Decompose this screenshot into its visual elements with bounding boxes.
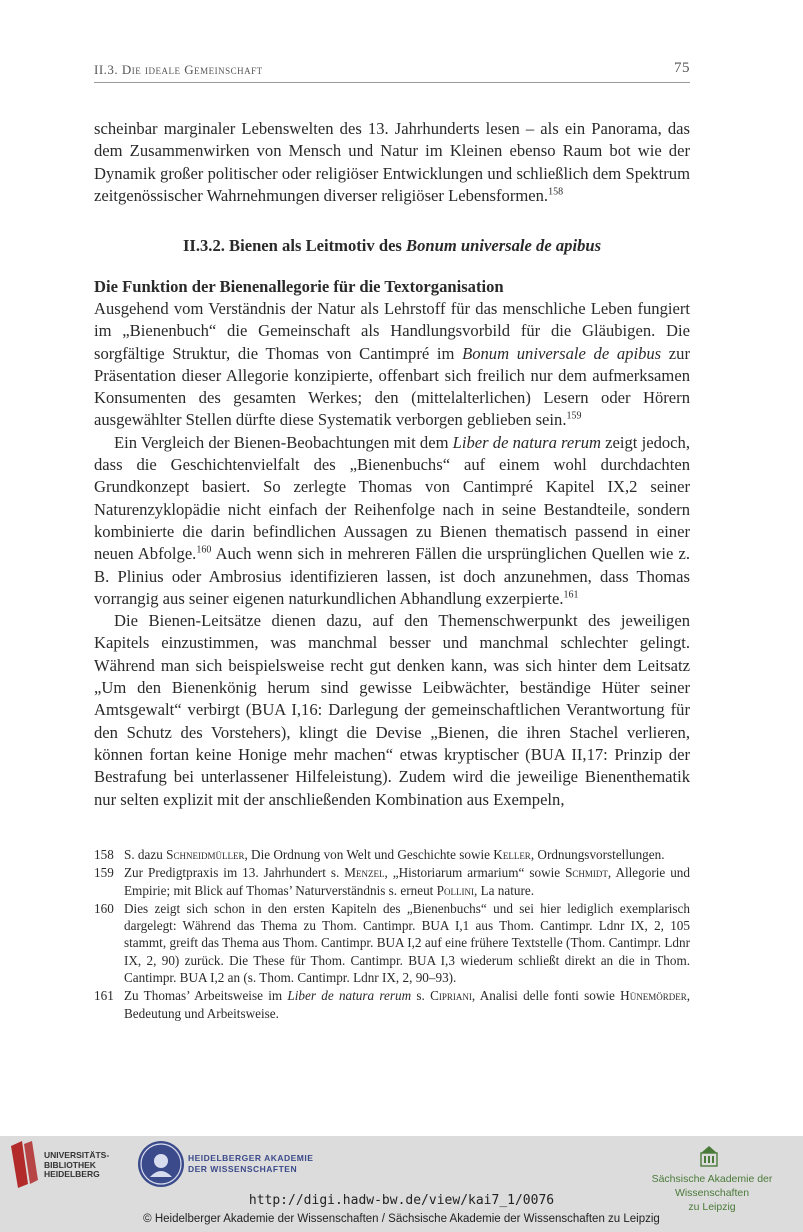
ub-line-1: UNIVERSITÄTS- (44, 1150, 110, 1160)
page-number: 75 (674, 60, 690, 76)
fn-part: S. dazu (124, 847, 167, 862)
running-head (94, 62, 690, 83)
footnote-ref-161[interactable]: 161 (563, 589, 579, 601)
work-title: Liber de natura rerum (287, 988, 412, 1004)
paragraph-1 (94, 118, 690, 207)
work-title: Liber de natura rerum (452, 432, 601, 452)
author-name: Menzel (344, 865, 385, 881)
paragraph-2-text-b: zur Präsentation dieser Allegorie konzipierte, offenbart sich freilich nur dem aufmerksamen Konsumenten des gesamten Werkes; den (mittelalterlichen) Lesern oder Hörern ausgewählter Stellen dürfte diese Systematik verborgen geblieben sein. (94, 343, 690, 430)
saxon-academy-building-icon[interactable] (700, 1145, 718, 1167)
footnote-number: 158 (94, 847, 114, 862)
footnote-159 (94, 864, 690, 899)
author-name: Pollini (436, 882, 474, 898)
author-name: Cipriani (430, 988, 472, 1004)
haw-line-1: HEIDELBERGER AKADEMIE (188, 1153, 314, 1163)
academy-seal-icon[interactable] (138, 1141, 184, 1187)
paragraph-1-text: scheinbar marginaler Lebenswelten des 13. Jahrhunderts lesen – als ein Panorama, das dem Zusammenwirken von Mensch und Natur im Kleinen ebenso Raum bot wie der Dynamik großer politischer oder religiöser Entwicklungen und schließlich dem Spektrum zeitgenössischer Wahrnehmungen diverser religiöser Lebensformen. (94, 119, 690, 205)
footnotes (94, 846, 690, 1023)
fn-part: s. (411, 988, 431, 1004)
fn-part: , Allegorie und Empirie; mit Blick auf Thomas’ Naturverständnis s. erneut (124, 865, 690, 898)
fn-part: , Die Ordnung von Welt und Geschichte sowie (244, 847, 494, 862)
footnote-ref-160[interactable]: 160 (196, 544, 212, 556)
footnote-number: 161 (94, 988, 114, 1004)
footnote-text (124, 846, 690, 863)
footnote-ref-158[interactable]: 158 (548, 186, 564, 198)
ub-line-2: BIBLIOTHEK (44, 1159, 96, 1170)
paragraph-2 (94, 298, 690, 432)
paragraph-3-text-c: Auch wenn sich in mehreren Fällen die ursprünglichen Quellen wie z. B. Plinius oder Ambrosius identifizieren lassen, ist doch anzunehmen, dass Thomas vorrangig aus seiner eigenen naturkundlichen Abhandlung exzerpierte. (94, 544, 690, 608)
section-heading-text: II.3.2. Bienen als Leitmotiv des (182, 236, 402, 255)
footnote-158 (94, 846, 690, 863)
fn-part: , Ordnungsvorstellungen. (530, 847, 665, 862)
paragraph-3-text-b: zeigt jedoch, dass die Geschichtenvielfalt des „Bienenbuchs“ auf einem wohl durchdachten Grundkonzept basiert. So zerlegte Thomas von Cantimpré Kapitel IX,2 seiner Naturenzyklopädie nicht einfach der Reihenfolge nach in seine Bestandteile, sondern kombinierte die darin befindlichen Aussagen zu Bienen thematisch passend in einer neuen Abfolge. (94, 432, 690, 564)
author-name: Schneidmüller (166, 847, 245, 862)
paragraph-2-text-a: Ausgehend vom Verständnis der Natur als Lehrstoff für das menschliche Leben fungiert im „Bienenbuch“ die Gemeinschaft als Handlungsvorbild für die Gläubigen. Die sorgfältige Struktur, die Thomas von Cantimpré im (94, 299, 690, 363)
author-name: Hünemörder (620, 988, 687, 1004)
paragraph-3 (94, 432, 690, 610)
fn-part: Zu Thomas’ Arbeitsweise im (124, 988, 288, 1004)
fn-part: , La nature. (473, 882, 535, 898)
author-name: Keller (493, 847, 531, 862)
heidelberg-academy-name (188, 1153, 313, 1175)
section-label: II.3. Die ideale Gemeinschaft (94, 62, 263, 77)
permalink-url[interactable]: http://digi.hadw-bw.de/view/kai7_1/0076 (248, 1193, 555, 1208)
paragraph-3-text-a: Ein Vergleich der Bienen-Beobachtungen mit dem (114, 432, 449, 452)
fn-part: , Bedeutung und Arbeitsweise. (124, 988, 690, 1021)
university-library-name (44, 1151, 109, 1180)
section-heading (94, 236, 690, 256)
footnote-text: Dies zeigt sich schon in den ersten Kapiteln des „Bienenbuchs“ und sei hier lediglich exemplarisch dargelegt: Während das Thema zu Thom. Cantimpr. BUA I,1 aus Thom. Cantimpr. Ldnr IX, 2, 105 stammt, greift das Thema aus Thom. Cantimpr. BUA I,2 auf eine frühere Textstelle (Thom. Cantimpr. Ldnr IX, 2, 90) zurück. Die These für Thom. Cantimpr. BUA I,3 wiederum schließt direkt an die in Thom. Cantimpr. BUA I,2 an (s. Thom. Cantimpr. Ldnr IX, 2, 90–93). (124, 900, 690, 986)
main-text (94, 298, 690, 811)
saw-line-1: Sächsische Akademie der Wissenschaften (651, 1173, 773, 1199)
footnote-text (124, 987, 690, 1022)
section-heading-title: Bonum universale de apibus (406, 236, 602, 255)
footnote-ref-159[interactable]: 159 (566, 410, 582, 422)
footnote-text (124, 864, 690, 899)
fn-part: , „Historiarum armarium“ sowie (384, 865, 566, 881)
subsection-heading: Die Funktion der Bienenallegorie für die Textorganisation (94, 277, 504, 296)
work-title: Bonum universale de apibus (462, 343, 662, 363)
footnote-number: 159 (94, 865, 114, 881)
footnote-160 (94, 900, 690, 986)
footnote-161 (94, 987, 690, 1022)
fn-part: Zur Predigtpraxis im 13. Jahrhundert s. (124, 865, 345, 881)
copyright-notice: © Heidelberger Akademie der Wissenschaften / Sächsische Akademie der Wissenschaften zu Leipzig (143, 1213, 660, 1225)
footnote-number: 160 (94, 900, 114, 916)
fn-part: , Analisi delle fonti sowie (471, 988, 621, 1004)
haw-line-2: DER WISSENSCHAFTEN (188, 1164, 298, 1174)
ub-line-3: HEIDELBERG (44, 1169, 100, 1179)
author-name: Schmidt (565, 865, 608, 881)
saw-line-2: zu Leipzig (688, 1201, 736, 1213)
paragraph-4: Die Bienen-Leitsätze dienen dazu, auf den Themenschwerpunkt des jeweiligen Kapitels einzustimmen, was manchmal besser und manchmal schlechter gelingt. Während man sich beispielsweise recht gut denken kann, was sich hinter dem Leitsatz „Um den Bienenkönig herum sind gewisse Leibwächter, beständige Hüter seiner Amtsgewalt“ verbirgt (BUA I,16: Darlegung der gemeinschaftlichen Verantwortung für den Schutz des Vorstehers), klingt die Devise „Bienen, die ihren Stachel verlieren, können fortan keine Honige mehr machen“ etwas kryptischer (BUA II,17: Prinzip der Bestrafung bei unterlassener Hilfeleistung). Zudem wird die jeweilige Bienenthematik nur selten explizit mit der anschließenden Kombination aus Exempeln, (94, 611, 690, 809)
